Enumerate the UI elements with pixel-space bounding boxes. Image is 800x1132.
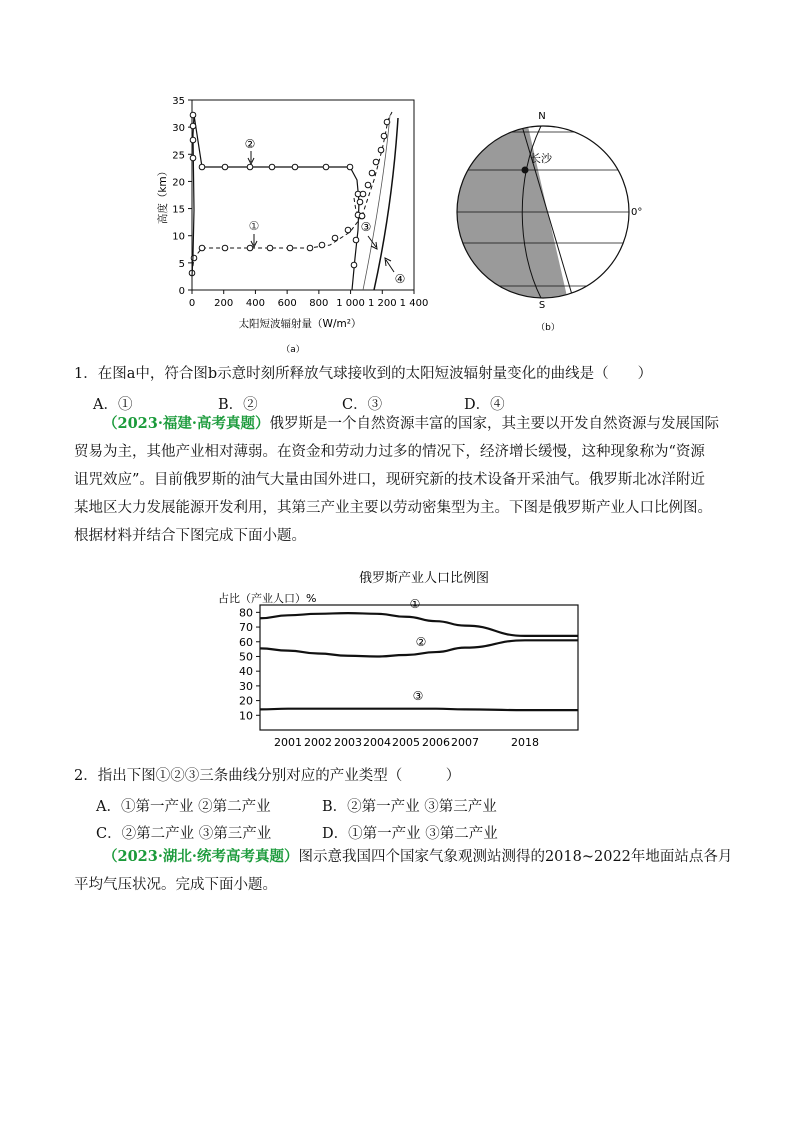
curve-3-marker bbox=[365, 182, 371, 188]
curve-2-marker bbox=[247, 164, 253, 170]
chart-x-tick-label: 2001 bbox=[274, 736, 302, 749]
fig-a-x-tick-label: 0 bbox=[188, 298, 196, 309]
fig-a-y-tick-label: 25 bbox=[172, 150, 185, 162]
fig-a-x-ticks bbox=[189, 290, 429, 309]
fig-a-y-tick-label: 30 bbox=[172, 123, 185, 135]
curve-2-line bbox=[192, 115, 359, 290]
curve-1-marker bbox=[267, 245, 273, 251]
passage-1-source: （2023·福建·高考真题） bbox=[103, 415, 270, 432]
fig-a-y-tick-label: 15 bbox=[172, 204, 185, 216]
q2-option-d[interactable]: D．①第一产业 ③第二产业 bbox=[322, 826, 498, 842]
q2-option-b[interactable]: B．②第一产业 ③第三产业 bbox=[322, 799, 497, 815]
fig-a-y-label: 高度（km） bbox=[157, 165, 169, 225]
curve-2-marker bbox=[323, 164, 329, 170]
passage-1 bbox=[74, 410, 754, 550]
passage-1-line-4: 某地区大力发展能源开发利用，其第三产业主要以劳动密集型为主。下图是俄罗斯产业人口比例图。 bbox=[74, 500, 712, 516]
series-label-2: ② bbox=[415, 635, 427, 650]
passage-2-source: （2023·湖北·统考高考真题） bbox=[103, 848, 299, 865]
south-label: S bbox=[538, 300, 546, 311]
north-label: N bbox=[538, 111, 546, 122]
q2-stem: 2．指出下图①②③三条曲线分别对应的产业类型（ ） bbox=[74, 768, 461, 784]
passage-1-line-5: 根据材料并结合下图完成下面小题。 bbox=[74, 528, 306, 544]
passage-1-line-3: 诅咒效应”。目前俄罗斯的油气大量由国外进口，现研究新的技术设备开采油气。俄罗斯北冰洋附近 bbox=[74, 472, 705, 488]
chart-x-tick-label: 2007 bbox=[451, 736, 479, 749]
curve-2-marker bbox=[190, 123, 196, 129]
chart-y-tick-label: 40 bbox=[239, 665, 253, 679]
curve-1-marker bbox=[287, 245, 293, 251]
chart-x-ticks bbox=[274, 736, 539, 749]
curve-1-marker bbox=[307, 245, 313, 251]
curve-2-marker bbox=[347, 164, 353, 170]
chart-x-tick-label: 2006 bbox=[422, 736, 450, 749]
q1-option-d[interactable]: D．④ bbox=[464, 397, 505, 413]
curve-1-marker bbox=[191, 255, 197, 261]
chart-frame bbox=[260, 605, 578, 730]
chart-y-label: 占比（产业人口）% bbox=[218, 592, 317, 605]
fig-a-plot-frame bbox=[192, 100, 414, 290]
chart-x-tick-label: 2004 bbox=[363, 736, 391, 749]
chart-x-tick-label: 2005 bbox=[392, 736, 420, 749]
passage-2 bbox=[74, 843, 754, 899]
fig-a-x-tick-label: 1 000 bbox=[336, 298, 365, 309]
fig-a-y-ticks bbox=[172, 96, 192, 297]
curve-3-marker bbox=[359, 213, 365, 219]
fig-a-x-label: 太阳短波辐射量（W/m²） bbox=[238, 318, 362, 330]
curve-1-marker bbox=[222, 245, 228, 251]
series-line-3 bbox=[260, 709, 578, 710]
curve-label-3: ③ bbox=[360, 220, 372, 234]
chart-y-tick-label: 80 bbox=[239, 606, 253, 620]
curve-1-marker bbox=[199, 245, 205, 251]
series-label-3: ③ bbox=[412, 688, 424, 703]
series-line-1 bbox=[260, 613, 578, 636]
curve-3-marker bbox=[357, 199, 363, 205]
curve-1-marker bbox=[247, 245, 253, 251]
arrow-1 bbox=[251, 234, 257, 247]
curve-3-marker bbox=[381, 133, 387, 139]
chart-y-tick-label: 70 bbox=[239, 621, 253, 635]
fig-a-x-tick-label: 600 bbox=[277, 298, 297, 309]
fig-a-y-tick-label: 5 bbox=[178, 258, 185, 270]
fig-a-y-tick-label: 10 bbox=[172, 231, 185, 243]
curve-label-2: ② bbox=[244, 137, 256, 151]
equator-label: 0° bbox=[631, 207, 643, 218]
figure-b bbox=[445, 100, 675, 340]
curve-2-marker bbox=[292, 164, 298, 170]
curve-3-marker bbox=[373, 159, 379, 165]
fig-a-y-tick-label: 20 bbox=[172, 177, 185, 189]
fig-a-caption: （a） bbox=[281, 345, 305, 355]
fig-a-x-tick-label: 1 400 bbox=[399, 298, 429, 309]
q1-option-c[interactable]: C．③ bbox=[342, 397, 383, 413]
q1-option-a[interactable]: A．① bbox=[93, 397, 133, 413]
fig-a-y-tick-label: 0 bbox=[178, 286, 185, 297]
fig-a-y-tick-label: 35 bbox=[172, 96, 185, 107]
curve-label-4: ④ bbox=[394, 272, 406, 286]
q1-stem: 1．在图a中，符合图b示意时刻所释放气球接收到的太阳短波辐射量变化的曲线是（ ） bbox=[74, 366, 653, 382]
series-label-1: ① bbox=[409, 596, 421, 611]
fig-a-x-tick-label: 1 200 bbox=[367, 298, 397, 309]
q2-option-c[interactable]: C．②第二产业 ③第三产业 bbox=[96, 826, 272, 842]
curve-1-marker bbox=[345, 227, 351, 233]
chart-y-tick-label: 20 bbox=[239, 694, 253, 708]
fig-a-x-tick-label: 200 bbox=[214, 298, 234, 309]
chart-y-tick-label: 30 bbox=[239, 679, 253, 693]
changsha-point bbox=[522, 167, 529, 174]
fig-a-x-tick-label: 800 bbox=[309, 298, 329, 309]
curve-2-marker bbox=[222, 164, 228, 170]
curve-3-marker bbox=[360, 191, 366, 197]
chart-y-tick-label: 10 bbox=[239, 709, 253, 723]
curve-3-marker bbox=[369, 170, 375, 176]
chart-x-tick-label: 2018 bbox=[511, 736, 539, 749]
russia-chart bbox=[210, 560, 590, 755]
passage-2-line-2: 平均气压状况。完成下面小题。 bbox=[74, 877, 277, 893]
curve-2-marker bbox=[199, 164, 205, 170]
curve-2-marker bbox=[351, 262, 357, 268]
curve-2-marker bbox=[353, 237, 359, 243]
curve-2-marker bbox=[190, 112, 196, 118]
q2-option-a[interactable]: A．①第一产业 ②第二产业 bbox=[96, 799, 271, 815]
curve-3-marker bbox=[378, 147, 384, 153]
curve-1-marker bbox=[319, 242, 325, 248]
chart-x-tick-label: 2002 bbox=[304, 736, 332, 749]
curve-2-marker bbox=[190, 155, 196, 161]
chart-y-tick-label: 50 bbox=[239, 650, 253, 664]
changsha-label: 长沙 bbox=[530, 152, 552, 165]
chart-y-ticks bbox=[239, 606, 260, 722]
figure-a bbox=[150, 90, 440, 365]
arrow-2 bbox=[248, 151, 254, 164]
passage-1-line-1: 俄罗斯是一个自然资源丰富的国家，其主要以开发自然资源与发展国际 bbox=[269, 416, 719, 432]
curve-1-marker bbox=[332, 235, 338, 241]
fig-b-caption: （b） bbox=[536, 323, 560, 333]
curve-2-marker bbox=[190, 137, 196, 143]
chart-x-tick-label: 2003 bbox=[334, 736, 362, 749]
curve-label-1: ① bbox=[248, 219, 260, 233]
passage-2-line-1: 图示意我国四个国家气象观测站测得的2018~2022年地面站点各月 bbox=[298, 849, 733, 865]
chart-title: 俄罗斯产业人口比例图 bbox=[358, 571, 490, 586]
passage-1-line-2: 贸易为主，其他产业相对薄弱。在资金和劳动力过多的情况下，经济增长缓慢，这种现象称为“资源 bbox=[74, 444, 705, 460]
q1-option-b[interactable]: B．② bbox=[218, 397, 258, 413]
arrow-4 bbox=[385, 258, 394, 272]
curve-2-marker bbox=[269, 164, 275, 170]
chart-y-tick-label: 60 bbox=[239, 635, 253, 649]
fig-a-x-tick-label: 400 bbox=[245, 298, 265, 309]
